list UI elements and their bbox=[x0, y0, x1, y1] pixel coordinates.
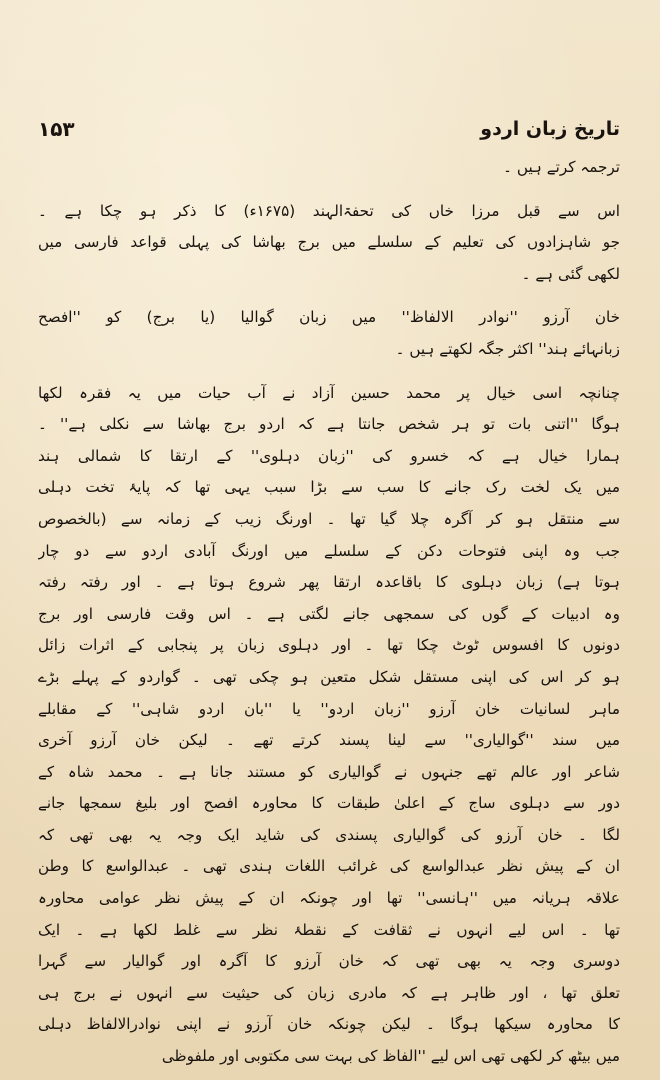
text-line: میں بیٹھ کر لکھی تھی اس لیے ''الفاظ کی بہت سی مکتوبی اور ملفوظی bbox=[161, 1047, 620, 1066]
text-line: ہمارا خیال ہے کہ خسرو کی ''زبان دہلوی'' کے ارتقا کا شمالی ہند bbox=[38, 446, 620, 465]
paragraph-gap bbox=[38, 366, 620, 378]
text-line: ہوتا ہے) زبان دہلوی کا باقاعدہ ارتقا پھر شروع ہوتا ہے ۔ اور رفتہ رفتہ bbox=[38, 573, 620, 592]
page-number: ۱۵۳ bbox=[38, 117, 75, 141]
page-header bbox=[38, 112, 620, 146]
text-line: سے منتقل ہو کر آگرہ چلا گیا تھا ۔ اورنگ زیب کے زمانہ سے (بالخصوص bbox=[38, 509, 620, 528]
body-text bbox=[38, 152, 620, 1073]
text-line: کا محاورہ سیکھا ہوگا ۔ لیکن چونکہ خان آرزو نے اپنی نوادرالالفاظ دہلی bbox=[38, 1015, 620, 1034]
running-title: تاریخ زبان اردو bbox=[480, 118, 620, 140]
text-line: دوسری وجہ یہ بھی تھی کہ خان آرزو کا آگرہ اور گوالیار سے گہرا bbox=[38, 952, 620, 971]
paragraph bbox=[38, 152, 620, 184]
paragraph bbox=[38, 302, 620, 365]
text-line: دور سے دہلوی ساج کے اعلیٰ طبقات کا محاورہ افصح اور بلیغ سمجھا جانے bbox=[38, 794, 620, 813]
text-line: لگا ۔ خان آرزو کی گوالیاری پسندی کی شاید ایک وجہ یہ بھی تھی کہ bbox=[38, 825, 620, 844]
paragraph bbox=[38, 378, 620, 1073]
paragraph-gap bbox=[38, 290, 620, 302]
paragraph-gap bbox=[38, 184, 620, 196]
text-line: خان آرزو ''نوادر الالفاظ'' میں زبان گوالیا (یا برج) کو ''افصح bbox=[38, 308, 620, 327]
text-line: اس سے قبل مرزا خاں کی تحفۃالہند (۱۶۷۵ء) کا ذکر ہو چکا ہے ۔ bbox=[38, 201, 620, 220]
text-line: زبانہائے ہند'' اکثر جگہ لکھتے ہیں ۔ bbox=[395, 339, 620, 358]
text-line: میں یک لخت رک جانے کا سب سے بڑا سبب یہی تھا کہ پایۂ تخت دہلی bbox=[38, 478, 620, 497]
text-line: ترجمہ کرتے ہیں ۔ bbox=[503, 158, 620, 176]
text-line: تھا ۔ اس لیے انہوں نے ثقافت کے نقطۂ نظر سے غلط لکھا ہے ۔ ایک bbox=[38, 920, 620, 939]
text-line: دونوں کا افسوس ٹوٹ چکا تھا ۔ اور دہلوی زبان پر پنجابی کے اثرات زائل bbox=[38, 636, 620, 655]
text-line: میں سند ''گوالیاری'' سے لینا پسند کرتے تھے ۔ لیکن خان آرزو آخری bbox=[38, 731, 620, 750]
text-line: تعلق تھا ، اور ظاہر ہے کہ مادری زبان کی حیثیت سے انہوں نے برج ہی bbox=[38, 983, 620, 1002]
text-line: ہو کر اس کی اپنی مستقل شکل متعین ہو چکی تھی ۔ گواردو کے پہلے بڑے bbox=[38, 667, 620, 686]
text-line: لکھی گئی ہے ۔ bbox=[521, 264, 620, 283]
text-line: چنانچہ اسی خیال پر محمد حسین آزاد نے آب حیات میں یہ فقرہ لکھا bbox=[38, 383, 620, 402]
text-line: جو شاہزادوں کی تعلیم کے سلسلے میں برج بھاشا کی پہلی قواعد فارسی میں bbox=[38, 233, 620, 252]
text-line: جب وہ اپنی فتوحات دکن کے سلسلے میں اورنگ آبادی اردو سے دو چار bbox=[38, 541, 620, 560]
text-line: وہ ادبیات کے گوں کی سمجھی جانے لگتی ہے ۔ اس وقت فارسی اور برج bbox=[38, 604, 620, 623]
text-line: ماہر لسانیات خان آرزو ''زبان اردو'' یا ''بان اردو شاہی'' کے مقابلے bbox=[38, 699, 620, 718]
text-line: شاعر اور عالم تھے جنہوں نے گوالیاری کو مستند جانا ہے ۔ محمد شاہ کے bbox=[38, 762, 620, 781]
text-line: علاقہ ہریانہ میں ''ہانسی'' تھا اور چونکہ ان کے پیش نظر عوامی محاورہ bbox=[38, 889, 620, 908]
text-line: ان کے پیش نظر عبدالواسع کی غرائب اللغات ہندی تھی ۔ عبدالواسع کا وطن bbox=[38, 857, 620, 876]
paragraph bbox=[38, 196, 620, 291]
text-line: ہوگا ''اتنی بات تو ہر شخص جانتا ہے کہ اردو برج بھاشا سے نکلی ہے'' ۔ bbox=[38, 415, 620, 434]
